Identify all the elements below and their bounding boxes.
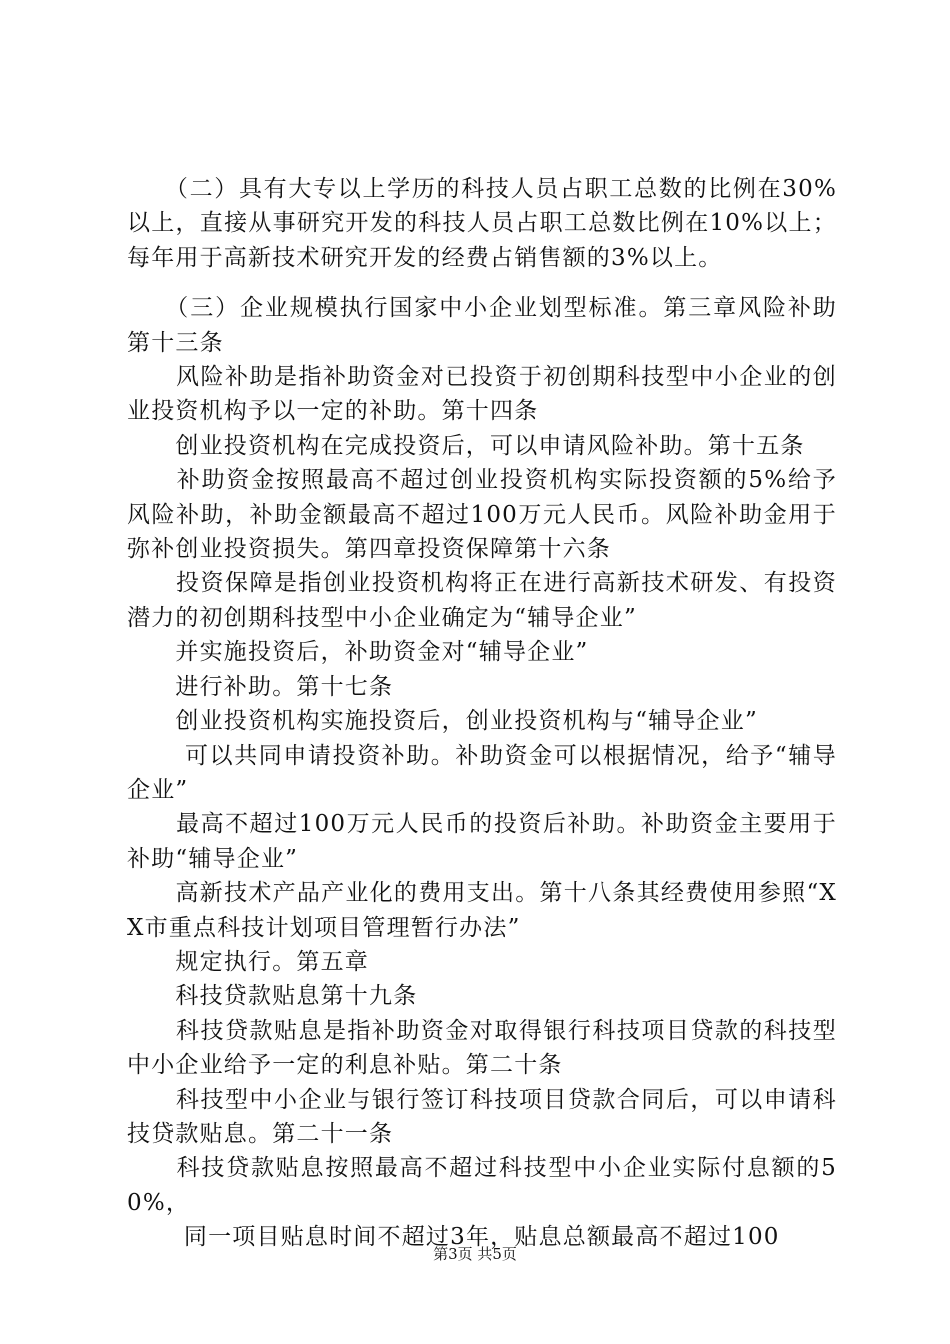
paragraph: 科技贷款贴息第十九条 — [127, 983, 418, 1010]
paragraph: 创业投资机构实施投资后，创业投资机构与“辅导企业” — [127, 708, 758, 735]
paragraph: 风险补助是指补助资金对已投资于初创期科技型中小企业的创业投资机构予以一定的补助。第十四条 — [127, 364, 837, 425]
paragraph: 可以共同申请投资补助。补助资金可以根据情况，给予“辅导企业” — [127, 742, 837, 803]
paragraph: （二）具有大专以上学历的科技人员占职工总数的比例在30%以上，直接从事研究开发的科技人员占职工总数比例在10%以上；每年用于高新技术研究开发的经费占销售额的3%以上。 — [127, 176, 837, 271]
paragraph: 并实施投资后，补助资金对“辅导企业” — [127, 639, 589, 666]
paragraph: 进行补助。第十七条 — [127, 673, 394, 700]
paragraph: 科技贷款贴息是指补助资金对取得银行科技项目贷款的科技型中小企业给予一定的利息补贴。第二十条 — [127, 1017, 837, 1079]
paragraph: 科技贷款贴息按照最高不超过科技型中小企业实际付息额的50%， — [127, 1155, 837, 1216]
paragraph: 高新技术产品产业化的费用支出。第十八条其经费使用参照“XX市重点科技计划项目管理暂行办法” — [127, 880, 837, 941]
paragraph: 最高不超过100万元人民币的投资后补助。补助资金主要用于补助“辅导企业” — [127, 811, 837, 872]
paragraph: 科技型中小企业与银行签订科技项目贷款合同后，可以申请科技贷款贴息。第二十一条 — [127, 1086, 837, 1147]
paragraph: 创业投资机构在完成投资后，可以申请风险补助。第十五条 — [127, 432, 805, 459]
page-footer — [0, 1243, 950, 1264]
paragraph: （三）企业规模执行国家中小企业划型标准。第三章风险补助第十三条 — [127, 295, 837, 356]
paragraph: 补助资金按照最高不超过创业投资机构实际投资额的5%给予风险补助，补助金额最高不超过100万元人民币。风险补助金用于弥补创业投资损失。第四章投资保障第十六条 — [127, 467, 837, 563]
page-number: 第3页 共5页 — [433, 1245, 517, 1263]
paragraph: 同一项目贴息时间不超过3年，贴息总额最高不超过100 — [127, 1224, 780, 1251]
paragraph: 投资保障是指创业投资机构将正在进行高新技术研发、有投资潜力的初创期科技型中小企业确定为“辅导企业” — [127, 570, 837, 631]
paragraph: 规定执行。第五章 — [127, 948, 369, 975]
document-body — [127, 172, 837, 1255]
